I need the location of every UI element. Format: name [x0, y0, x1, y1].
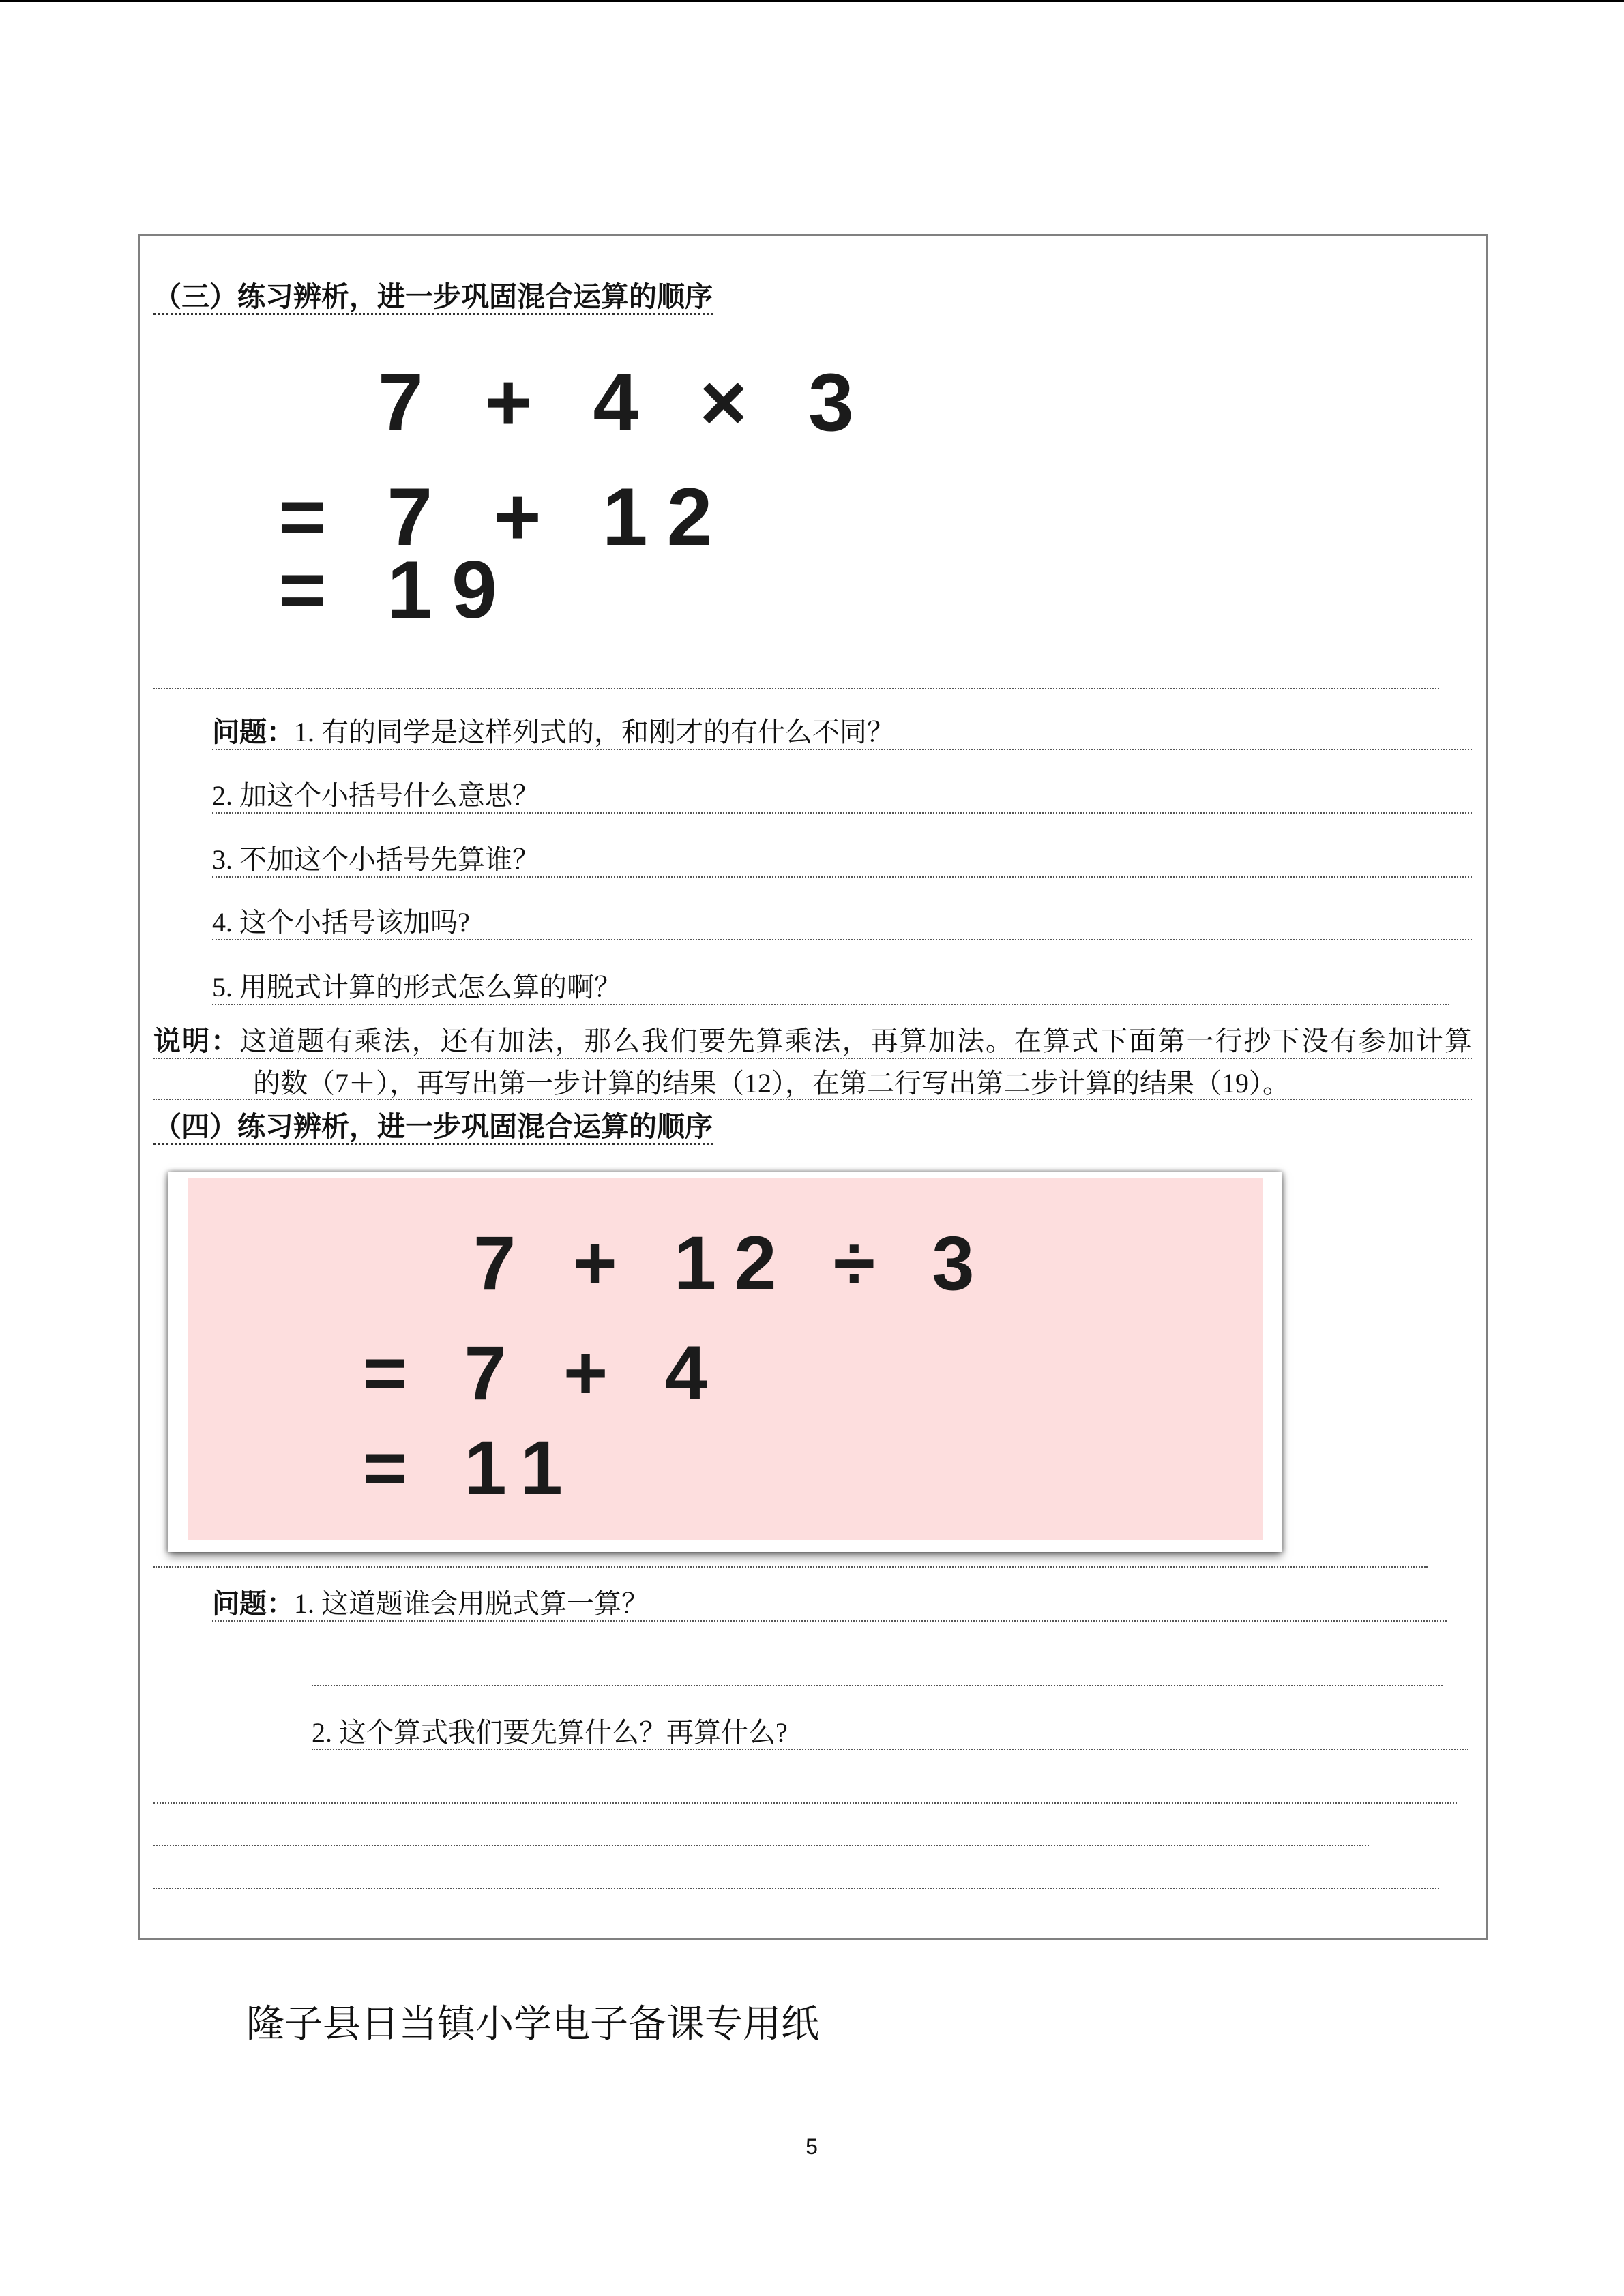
dotted-rule — [153, 1888, 1439, 1889]
question-row — [212, 906, 1472, 940]
section-three-heading: （三）练习辨析，进一步巩固混合运算的顺序 — [153, 280, 713, 315]
page-number: 5 — [806, 2134, 818, 2159]
dotted-rule — [153, 1802, 1457, 1804]
math-expression-line: 7 + 4 × 3 — [378, 357, 873, 448]
question-text: 2. 加这个小括号什么意思？ — [212, 780, 540, 811]
dotted-rule — [312, 1685, 1443, 1686]
dotted-rule — [153, 1566, 1428, 1568]
question-row — [212, 844, 1472, 878]
question-label: 问题： — [212, 717, 294, 747]
note-text: 这道题有乘法，还有加法，那么我们要先算乘法，再算加法。在算式下面第一行抄下没有参加计算 — [239, 1026, 1473, 1056]
note-label: 说明： — [153, 1026, 240, 1056]
question-row — [212, 716, 1472, 750]
math-expression-line: = 11 — [363, 1425, 580, 1510]
question-text: 4. 这个小括号该加吗? — [212, 907, 470, 938]
section-four-heading: （四）练习辨析，进一步巩固混合运算的顺序 — [153, 1110, 713, 1145]
math-expression-line: = 19 — [278, 544, 516, 636]
note-text: 的数（7＋），再写出第一步计算的结果（12），在第二行写出第二步计算的结果（19）。 — [253, 1068, 1290, 1099]
question-row — [212, 1587, 1447, 1622]
math-image-frame — [168, 1172, 1282, 1552]
question-row — [212, 971, 1449, 1005]
question-text: 1. 有的同学是这样列式的，和刚才的有什么不同？ — [294, 717, 894, 747]
math-expression-line: 7 + 12 ÷ 3 — [473, 1221, 992, 1306]
dotted-rule — [153, 688, 1439, 689]
footer-title: 隆子县日当镇小学电子备课专用纸 — [246, 2003, 819, 2046]
math-expression-line: = 7 + 12 — [278, 471, 732, 563]
math-image-background — [188, 1178, 1263, 1540]
question-row — [212, 779, 1472, 814]
note-paragraph-line — [153, 1067, 1472, 1100]
note-paragraph-line — [153, 1025, 1472, 1059]
top-rule — [0, 0, 1624, 2]
question-text: 5. 用脱式计算的形式怎么算的啊？ — [212, 972, 621, 1002]
question-label: 问题： — [212, 1588, 294, 1619]
question-row — [312, 1716, 1468, 1750]
dotted-rule — [153, 1845, 1369, 1846]
question-text: 2. 这个算式我们要先算什么？再算什么? — [312, 1717, 788, 1748]
question-text: 1. 这道题谁会用脱式算一算？ — [294, 1588, 649, 1619]
math-expression-line: = 7 + 4 — [363, 1330, 725, 1416]
question-text: 3. 不加这个小括号先算谁？ — [212, 844, 540, 875]
